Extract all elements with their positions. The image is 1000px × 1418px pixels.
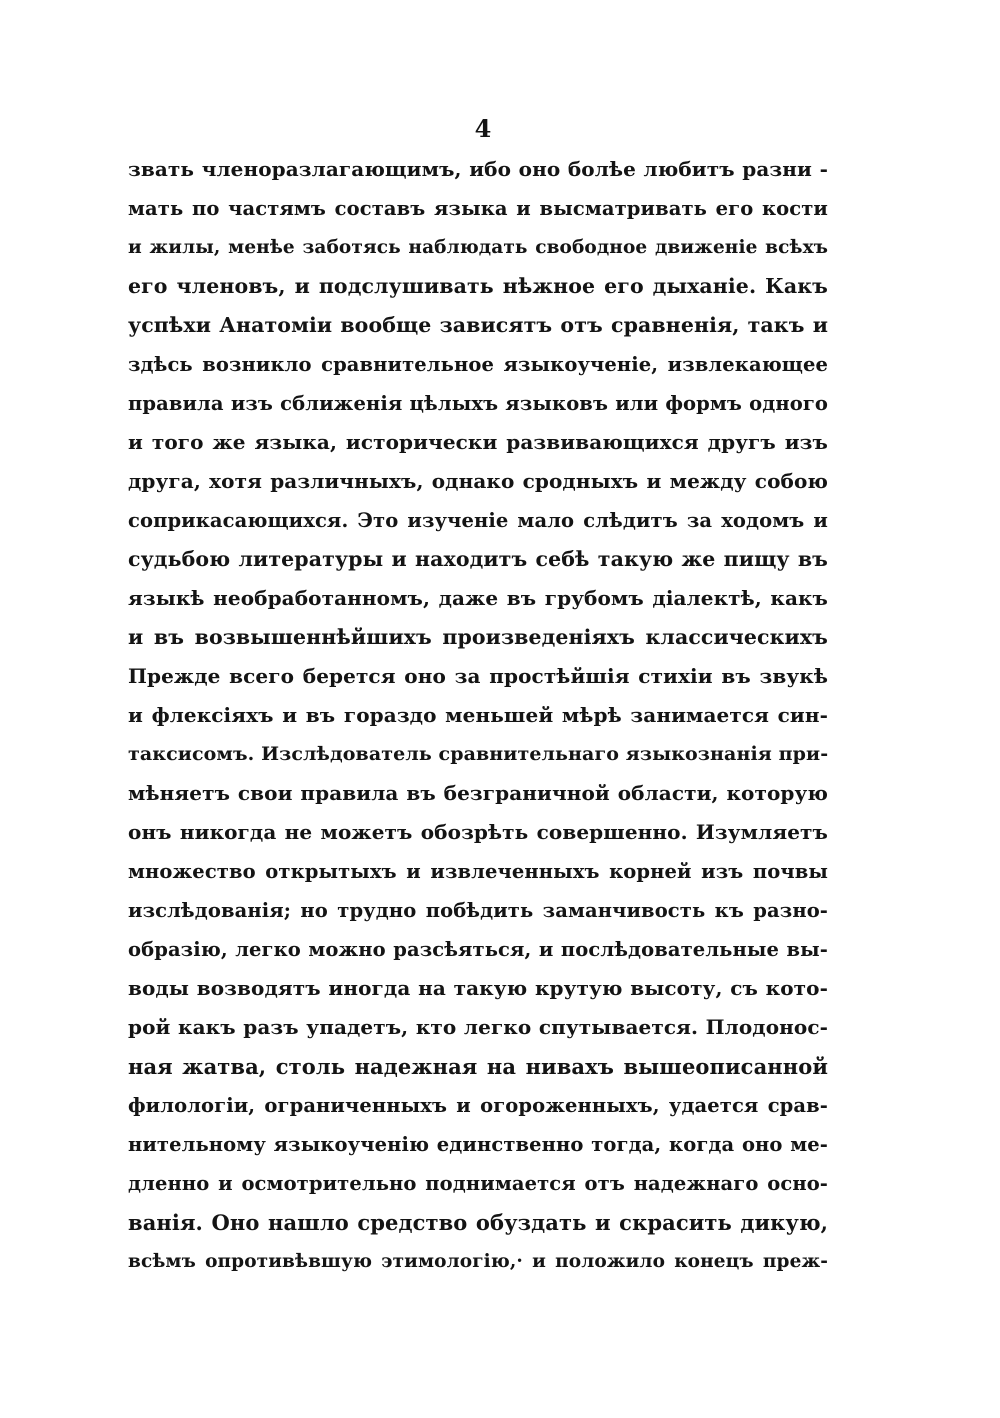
- text-line: друга, хотя различныхъ, однако сродныхъ и между собою: [128, 469, 828, 493]
- text-line: дленно и осмотрительно поднимается отъ надежнаго осно-: [128, 1172, 828, 1195]
- text-line: и въ возвышеннѣйшихъ произведенiяхъ классическихъ: [128, 625, 828, 649]
- text-line: успѣхи Анатомiи вообще зависятъ отъ сравненiя, такъ и: [128, 313, 828, 337]
- text-line: ванiя. Оно нашло средство обуздать и скрасить дикую,: [128, 1210, 828, 1235]
- text-line: здѣсь возникло сравнительное языкоученiе, извлекающее: [128, 353, 828, 376]
- text-line: звать членоразлагающимъ, ибо оно болѣе любитъ разни -: [128, 157, 828, 181]
- text-line: Прежде всего берется оно за простѣйшiя стихiи въ звукѣ: [128, 664, 828, 688]
- text-line: рой какъ разъ упадетъ, кто легко спутывается. Плодонос-: [128, 1015, 828, 1039]
- text-line: соприкасающихся. Это изученiе мало слѣдитъ за ходомъ и: [128, 509, 828, 532]
- text-line: образiю, легко можно разсѣяться, и послѣдовательные вы-: [128, 938, 828, 961]
- text-line: мѣняетъ свои правила въ безграничной области, которую: [128, 781, 828, 805]
- text-line: ная жатва, столь надежная на нивахъ вышеописанной: [128, 1054, 828, 1079]
- text-line: судьбою литературы и находитъ себѣ такую же пищу въ: [128, 547, 828, 571]
- text-line: и флексiяхъ и въ гораздо меньшей мѣрѣ занимается син-: [128, 703, 828, 727]
- text-line: множество открытыхъ и извлеченныхъ корней изъ почвы: [128, 860, 828, 883]
- text-line: и того же языка, исторически развивающихся другъ изъ: [128, 430, 828, 454]
- text-line: онъ никогда не можетъ обозрѣть совершенно. Изумляетъ: [128, 820, 828, 844]
- text-line: нительному языкоученiю единственно тогда, когда оно ме-: [128, 1133, 828, 1156]
- text-line: таксисомъ. Изслѣдователь сравнительнаго языкознанiя при-: [128, 743, 828, 765]
- text-line: его членовъ, и подслушивать нѣжное его дыханiе. Какъ: [128, 274, 828, 298]
- page-number: 4: [474, 114, 492, 143]
- text-line: и жилы, менѣе заботясь наблюдать свободное движенiе всѣхъ: [128, 237, 828, 258]
- text-line: всѣмъ опротивѣвшую этимологiю,· и положило конецъ преж-: [128, 1251, 828, 1272]
- text-line: филологiи, ограниченныхъ и огороженныхъ, удается срав-: [128, 1094, 828, 1117]
- text-line: мать по частямъ составъ языка и высматривать его кости: [128, 197, 828, 220]
- text-line: воды возводятъ иногда на такую крутую высоту, съ кото-: [128, 976, 828, 1000]
- text-line: языкѣ необработанномъ, даже въ грубомъ дiалектѣ, какъ: [128, 586, 828, 610]
- body-text: [128, 150, 828, 1281]
- text-line: правила изъ сближенiя цѣлыхъ языковъ или формъ одного: [128, 392, 828, 415]
- text-line: изслѣдованiя; но трудно побѣдить заманчивость къ разно-: [128, 899, 828, 922]
